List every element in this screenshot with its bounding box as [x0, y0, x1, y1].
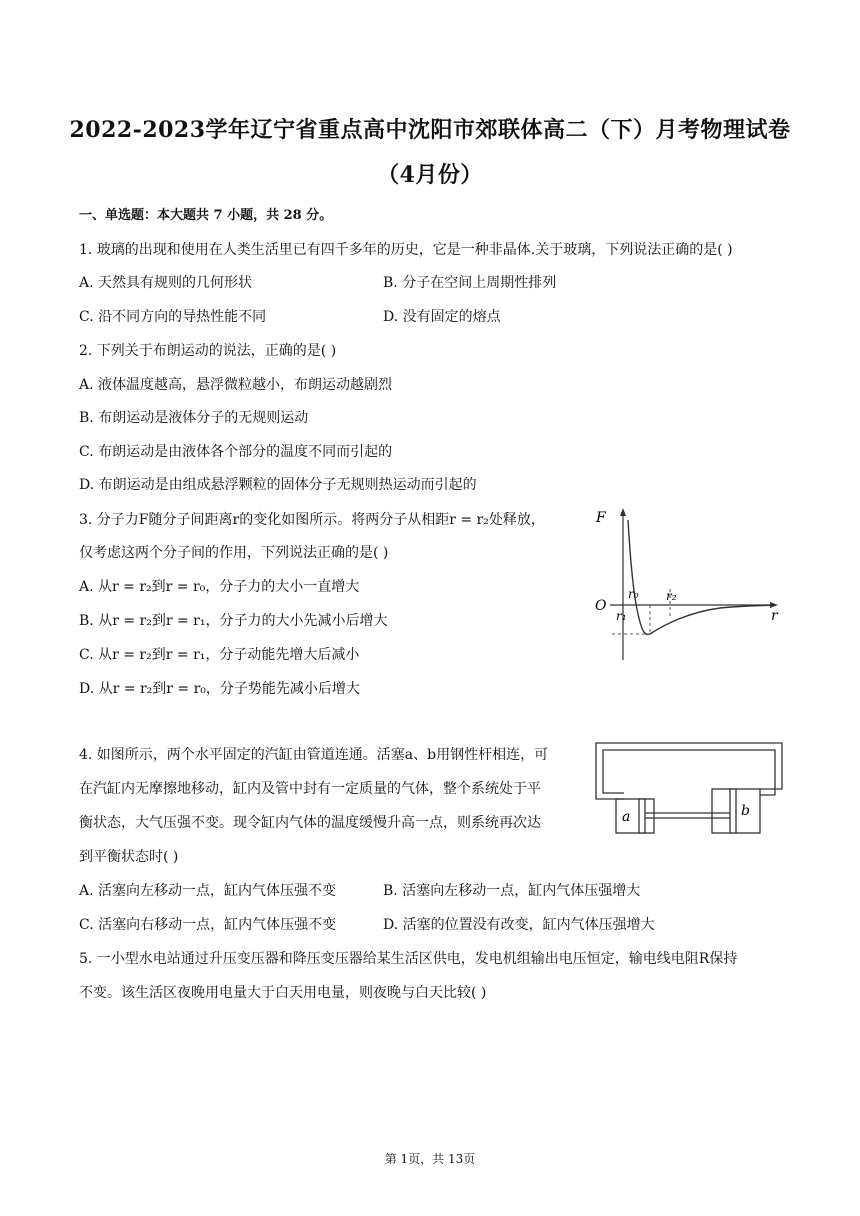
q2-option-d: D. 布朗运动是由组成悬浮颗粒的固体分子无规则热运动而引起的: [79, 477, 477, 493]
q4-option-c: C. 活塞向右移动一点，缸内气体压强不变: [79, 917, 337, 933]
q5-stem-1: 5. 一小型水电站通过升压变压器和降压变压器给某生活区供电，发电机组输出电压恒定，输电线电阻R保持: [79, 951, 738, 967]
q1-option-b: B. 分子在空间上周期性排列: [383, 275, 557, 291]
q1-option-c: C. 沿不同方向的导热性能不同: [79, 309, 267, 325]
q4-stem-2: 在汽缸内无摩擦地移动，缸内及管中封有一定质量的气体，整个系统处于平: [79, 781, 541, 797]
q1-option-a: A. 天然具有规则的几何形状: [79, 275, 253, 291]
q4-option-a: A. 活塞向左移动一点，缸内气体压强不变: [79, 883, 337, 899]
q2-option-c: C. 布朗运动是由液体各个部分的温度不同而引起的: [79, 444, 393, 460]
fig-label-O: O: [595, 598, 607, 614]
section-heading: 一、单选题：本大题共 7 小题，共 28 分。: [79, 208, 333, 223]
q4-stem-3: 衡状态，大气压强不变。现令缸内气体的温度缓慢升高一点，则系统再次达: [79, 815, 541, 831]
fig-label-r: r: [771, 608, 778, 624]
q5-stem-2: 不变。该生活区夜晚用电量大于白天用电量，则夜晚与白天比较( ): [79, 985, 487, 1001]
fig-label-r2: r₂: [666, 589, 677, 603]
q3-option-b: B. 从r = r₂到r = r₁，分子力的大小先减小后增大: [79, 613, 388, 629]
q4-option-b: B. 活塞向左移动一点，缸内气体压强增大: [383, 883, 641, 899]
force-distance-figure: [590, 502, 790, 664]
q1-option-d: D. 没有固定的熔点: [383, 309, 501, 325]
q3-option-c: C. 从r = r₂到r = r₁，分子动能先增大后减小: [79, 647, 360, 663]
q3-option-d: D. 从r = r₂到r = r₀，分子势能先减小后增大: [79, 681, 360, 697]
q3-stem-2: 仅考虑这两个分子间的作用，下列说法正确的是( ): [79, 545, 389, 561]
q4-stem-4: 到平衡状态时( ): [79, 849, 179, 865]
cylinders-figure: [594, 741, 786, 836]
q1-stem: 1. 玻璃的出现和使用在人类生活里已有四千多年的历史，它是一种非晶体.关于玻璃，下列说法正确的是( ): [79, 242, 733, 258]
q3-option-a: A. 从r = r₂到r = r₀，分子力的大小一直增大: [79, 579, 360, 595]
page-number: 第 1页，共 13页: [384, 1152, 476, 1166]
fig-label-r1: r₁: [616, 609, 627, 623]
fig-label-r0: r₀: [628, 587, 639, 601]
q3-stem-1: 3. 分子力F随分子间距离r的变化如图所示。将两分子从相距r = r₂处释放，: [79, 512, 545, 528]
fig-label-F: F: [596, 510, 606, 526]
q2-option-b: B. 布朗运动是液体分子的无规则运动: [79, 410, 309, 426]
q4-stem-1: 4. 如图所示，两个水平固定的汽缸由管道连通。活塞a、b用钢性杆相连，可: [79, 747, 549, 763]
q2-stem: 2. 下列关于布朗运动的说法，正确的是( ): [79, 343, 337, 359]
page-title: 2022-2023学年辽宁省重点高中沈阳市郊联体高二（下）月考物理试卷: [69, 117, 791, 143]
fig-label-a: a: [622, 809, 631, 825]
fig-label-b: b: [741, 803, 750, 819]
page-subtitle: （4月份）: [377, 162, 483, 188]
q2-option-a: A. 液体温度越高，悬浮微粒越小，布朗运动越剧烈: [79, 377, 393, 393]
q4-option-d: D. 活塞的位置没有改变，缸内气体压强增大: [383, 917, 655, 933]
